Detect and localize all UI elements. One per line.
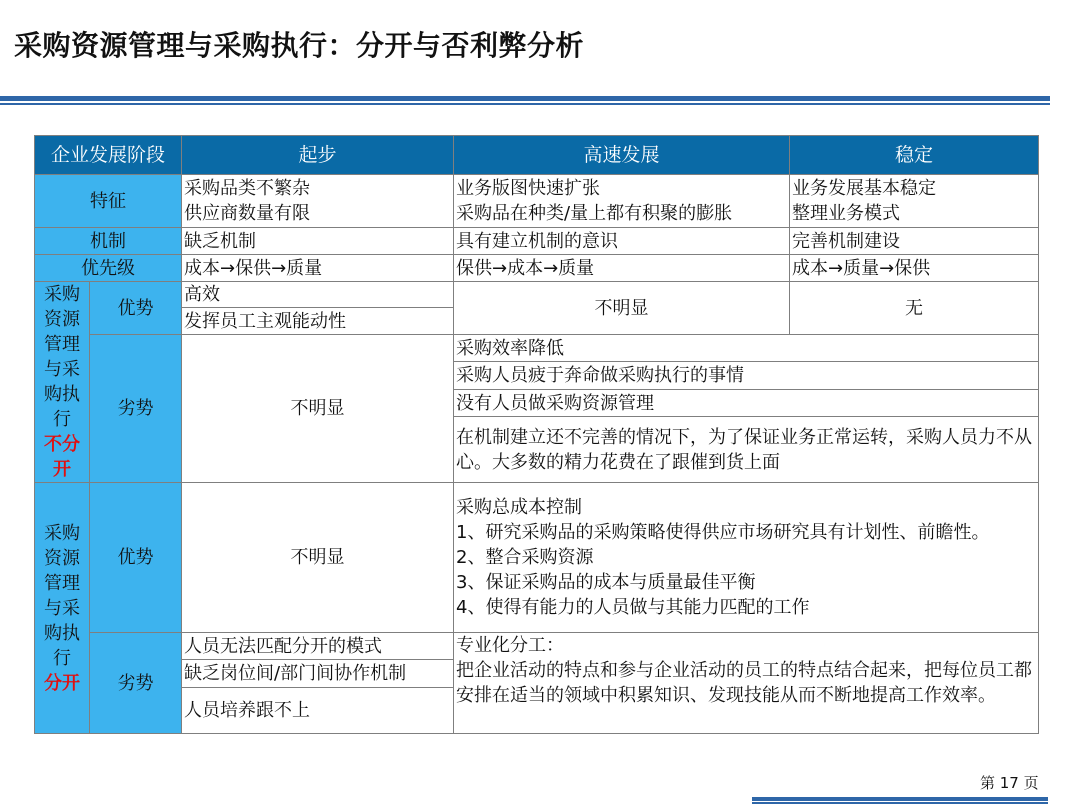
label-ns-advantage: 优势 [90, 282, 182, 335]
table-row-s-advantage [35, 483, 1039, 633]
cell-line: 4、使得有能力的人员做与其能力匹配的工作 [456, 597, 810, 618]
table-row-mechanism [35, 228, 1039, 255]
cell-line: 采购品在种类/量上都有积聚的膨胀 [456, 203, 733, 224]
row-label-priority: 优先级 [35, 255, 182, 282]
side-label-highlight: 不分开 [44, 434, 80, 480]
cell-s-dis-rest [454, 633, 1039, 734]
cell-ns-dis-3: 没有人员做采购资源管理 [454, 390, 1039, 417]
cell-priority-growth: 保供→成本→质量 [454, 255, 790, 282]
cell-ns-dis-1: 采购效率降低 [454, 335, 1039, 362]
cell-line: 3、保证采购品的成本与质量最佳平衡 [456, 572, 756, 593]
table-header-row [35, 136, 1039, 175]
cell-line: 2、整合采购资源 [456, 547, 594, 568]
cell-ns-adv-growth: 不明显 [454, 282, 790, 335]
cell-line: 采购总成本控制 [456, 497, 583, 518]
cell-s-dis-start-3: 人员培养跟不上 [182, 688, 454, 734]
top-divider [0, 96, 1050, 106]
label-s-disadvantage: 劣势 [90, 633, 182, 734]
header-growth: 高速发展 [454, 136, 790, 175]
header-start: 起步 [182, 136, 454, 175]
cell-line: 把企业活动的特点和参与企业活动的员工的特点结合起来，把每位员工都安排在适当的领域中积累知识、发现技能从而不断地提高工作效率。 [456, 660, 1033, 706]
table-row-s-disadvantage-1 [35, 633, 1039, 660]
cell-mechanism-stable: 完善机制建设 [790, 228, 1039, 255]
cell-ns-dis-4: 在机制建立还不完善的情况下，为了保证业务正常运转，采购人员力不从心。大多数的精力花费在了跟催到货上面 [454, 417, 1039, 483]
side-label-text: 采购资源管理与采购执行 [44, 522, 80, 669]
cell-features-start [182, 175, 454, 228]
cell-line: 整理业务模式 [792, 203, 901, 224]
side-label-highlight: 分开 [44, 672, 80, 694]
cell-line: 供应商数量有限 [184, 203, 311, 224]
comparison-table [34, 135, 1039, 734]
side-label-separated [35, 483, 90, 734]
header-stable: 稳定 [790, 136, 1039, 175]
row-label-mechanism: 机制 [35, 228, 182, 255]
cell-priority-start: 成本→保供→质量 [182, 255, 454, 282]
page-title: 采购资源管理与采购执行：分开与否利弊分析 [14, 29, 585, 62]
cell-line: 专业化分工： [456, 635, 565, 656]
cell-mechanism-start: 缺乏机制 [182, 228, 454, 255]
table-row-ns-disadvantage-1 [35, 335, 1039, 362]
side-label-text: 采购资源管理与采购执行 [44, 284, 80, 430]
row-label-features: 特征 [35, 175, 182, 228]
cell-features-growth [454, 175, 790, 228]
cell-mechanism-growth: 具有建立机制的意识 [454, 228, 790, 255]
page-number: 第 17 页 [980, 774, 1039, 792]
cell-ns-adv-stable: 无 [790, 282, 1039, 335]
table-row-priority [35, 255, 1039, 282]
cell-s-adv-rest [454, 483, 1039, 633]
label-ns-disadvantage: 劣势 [90, 335, 182, 483]
cell-s-dis-start-1: 人员无法匹配分开的模式 [182, 633, 454, 660]
table-row-features [35, 175, 1039, 228]
cell-s-dis-start-2: 缺乏岗位间/部门间协作机制 [182, 660, 454, 688]
header-stage: 企业发展阶段 [35, 136, 182, 175]
cell-line: 业务版图快速扩张 [456, 178, 601, 199]
label-s-advantage: 优势 [90, 483, 182, 633]
cell-line: 业务发展基本稳定 [792, 178, 937, 199]
cell-line: 采购品类不繁杂 [184, 178, 311, 199]
cell-features-stable [790, 175, 1039, 228]
table-row-ns-advantage-1 [35, 282, 1039, 308]
cell-s-adv-start: 不明显 [182, 483, 454, 633]
side-label-not-separated [35, 282, 90, 483]
cell-priority-stable: 成本→质量→保供 [790, 255, 1039, 282]
cell-ns-dis-2: 采购人员疲于奔命做采购执行的事情 [454, 362, 1039, 390]
cell-ns-adv-start-1: 高效 [182, 282, 454, 308]
cell-ns-adv-start-2: 发挥员工主观能动性 [182, 308, 454, 335]
bottom-divider [752, 797, 1048, 805]
cell-ns-dis-start: 不明显 [182, 335, 454, 483]
cell-line: 1、研究采购品的采购策略使得供应市场研究具有计划性、前瞻性。 [456, 522, 990, 543]
